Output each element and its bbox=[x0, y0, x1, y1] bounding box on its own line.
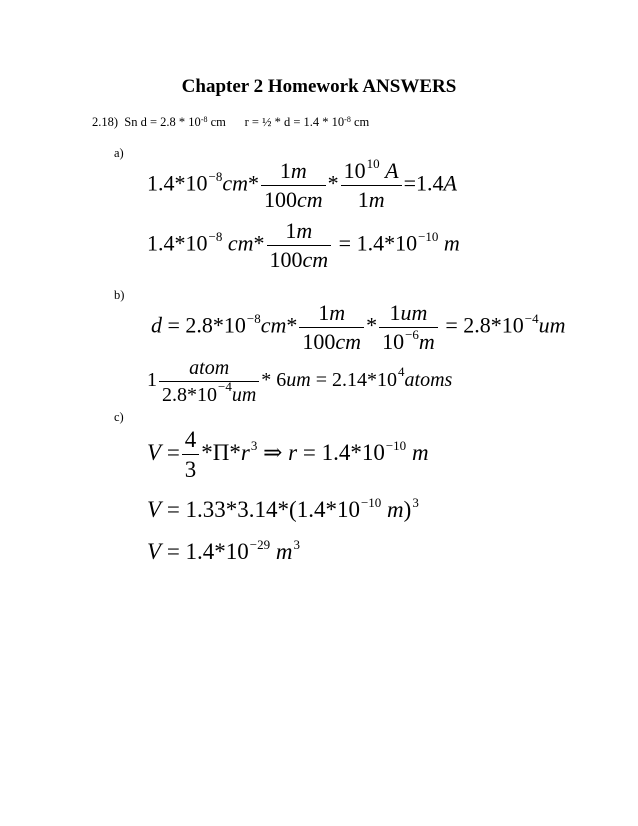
numerator: 4 bbox=[184, 427, 197, 452]
term: 1 bbox=[147, 369, 157, 392]
exponent: −8 bbox=[246, 310, 261, 326]
given-d-exp: -8 bbox=[200, 115, 208, 124]
denominator: 1 bbox=[357, 187, 369, 212]
operator: = bbox=[166, 439, 180, 465]
exponent: −10 bbox=[418, 228, 439, 244]
unit: um bbox=[231, 384, 257, 406]
fraction bbox=[379, 302, 438, 353]
fraction bbox=[159, 358, 259, 405]
unit: m bbox=[443, 230, 460, 256]
result: = 2.14*10 bbox=[315, 369, 398, 392]
operator: * bbox=[253, 230, 265, 256]
unit: A bbox=[385, 158, 399, 183]
term: 1.4*10 bbox=[147, 170, 208, 196]
exponent: 3 bbox=[412, 495, 419, 510]
exponent: −10 bbox=[385, 437, 407, 453]
result: = 2.8*10 bbox=[445, 312, 524, 338]
term: = 2.8*10 bbox=[167, 312, 246, 338]
problem-number: 2.18) bbox=[92, 115, 119, 129]
exponent: −8 bbox=[208, 228, 223, 244]
part-c-equation-2 bbox=[147, 495, 419, 522]
numerator: 1 bbox=[279, 158, 291, 183]
numerator: 10 bbox=[343, 158, 366, 183]
problem-statement bbox=[92, 115, 369, 130]
exponent: −4 bbox=[524, 310, 539, 326]
unit: m bbox=[418, 329, 435, 354]
unit: um bbox=[538, 312, 566, 338]
exponent: −10 bbox=[360, 495, 382, 510]
unit: m bbox=[411, 439, 429, 465]
part-c-label: c) bbox=[114, 410, 124, 424]
given-d-unit: cm bbox=[210, 115, 226, 129]
result: =1.4 bbox=[403, 170, 444, 196]
given-r-unit: cm bbox=[353, 115, 370, 129]
given-d: Sn d = 2.8 * 10 bbox=[124, 115, 201, 129]
term: = 1.33*3.14*(1.4*10 bbox=[166, 497, 360, 522]
operator: * bbox=[366, 312, 378, 338]
denominator: 3 bbox=[184, 457, 197, 482]
variable: r bbox=[240, 439, 250, 465]
part-a-equation-2 bbox=[147, 220, 460, 271]
numerator: 1 bbox=[389, 300, 401, 325]
variable: r bbox=[288, 439, 298, 465]
page-title: Chapter 2 Homework ANSWERS bbox=[181, 76, 457, 97]
numerator: atom bbox=[189, 357, 230, 379]
unit: cm bbox=[302, 247, 329, 272]
exponent: 10 bbox=[366, 156, 380, 171]
denominator: 10 bbox=[382, 329, 405, 354]
part-c-equation-1 bbox=[147, 428, 429, 481]
unit: um bbox=[400, 300, 428, 325]
denominator: 100 bbox=[269, 247, 303, 272]
exponent: 3 bbox=[250, 437, 258, 453]
result: = 1.4*10 bbox=[302, 439, 385, 465]
unit: m bbox=[290, 158, 307, 183]
fraction bbox=[182, 428, 200, 481]
unit: cm bbox=[227, 230, 254, 256]
exponent: −4 bbox=[218, 379, 232, 394]
denominator: 100 bbox=[302, 329, 336, 354]
unit: cm bbox=[222, 170, 248, 196]
denominator: 2.8*10 bbox=[162, 384, 217, 406]
term: = 1.4*10 bbox=[166, 539, 249, 564]
exponent: 4 bbox=[398, 364, 405, 380]
unit: um bbox=[286, 369, 311, 392]
given-r: r = ½ * d = 1.4 * 10 bbox=[244, 115, 345, 129]
denominator: 100 bbox=[264, 187, 297, 212]
variable: V bbox=[147, 539, 162, 564]
given-r-exp: -8 bbox=[344, 115, 351, 124]
exponent: −29 bbox=[249, 537, 271, 552]
part-c-equation-3 bbox=[147, 537, 301, 564]
fraction bbox=[299, 302, 364, 353]
result: = 1.4*10 bbox=[338, 230, 418, 256]
unit: atoms bbox=[404, 369, 453, 392]
unit: m bbox=[296, 218, 313, 243]
part-b-label: b) bbox=[114, 288, 125, 302]
fraction bbox=[341, 156, 402, 212]
operator: * bbox=[248, 170, 259, 196]
variable: V bbox=[147, 439, 162, 465]
exponent: −8 bbox=[208, 168, 223, 184]
numerator: 1 bbox=[285, 218, 297, 243]
fraction bbox=[261, 160, 326, 211]
unit: cm bbox=[260, 312, 287, 338]
operator: * bbox=[286, 312, 298, 338]
exponent: 3 bbox=[293, 537, 301, 552]
unit: m bbox=[329, 300, 346, 325]
unit: cm bbox=[335, 329, 362, 354]
unit: m bbox=[368, 187, 385, 212]
implies-symbol: ⇒ bbox=[263, 439, 283, 465]
variable: d bbox=[151, 312, 162, 338]
numerator: 1 bbox=[318, 300, 330, 325]
operator: *Π* bbox=[201, 439, 241, 465]
paren: ) bbox=[403, 497, 412, 522]
part-a-equation-1 bbox=[147, 156, 457, 212]
unit: A bbox=[443, 170, 457, 196]
part-b-equation-2 bbox=[147, 358, 452, 405]
unit: m bbox=[387, 497, 404, 522]
operator: * 6 bbox=[261, 369, 287, 392]
fraction bbox=[267, 220, 332, 271]
term: 1.4*10 bbox=[147, 230, 208, 256]
variable: V bbox=[147, 497, 162, 522]
unit: cm bbox=[297, 187, 323, 212]
exponent: −6 bbox=[405, 327, 419, 342]
part-b-equation-1 bbox=[151, 302, 565, 353]
part-a-label: a) bbox=[114, 146, 124, 160]
unit: m bbox=[275, 539, 293, 564]
operator: * bbox=[327, 170, 339, 196]
